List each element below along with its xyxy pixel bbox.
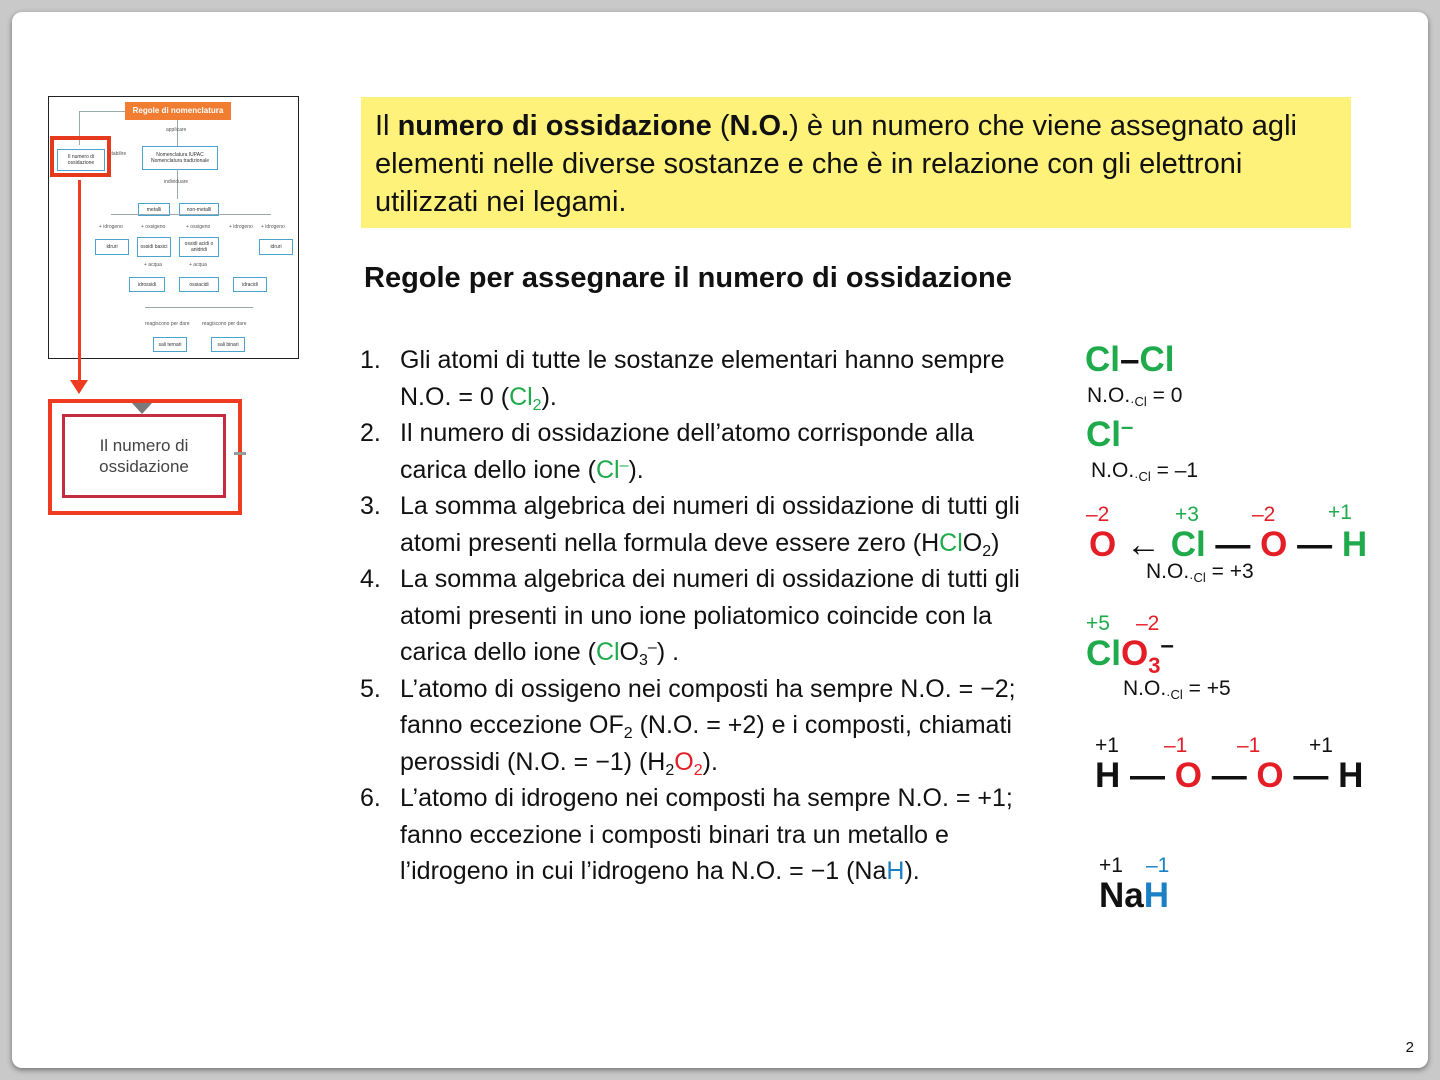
no-subscript: ·Cl [1130, 394, 1147, 409]
example-nah-formula [1099, 878, 1169, 913]
no-label: N.O. [1091, 459, 1135, 482]
flowchart-box-idruri: idruri [259, 239, 293, 255]
formula-element: Cl [1086, 415, 1121, 454]
rule-number: 5. [360, 674, 381, 703]
no-subscript: ·Cl [1189, 570, 1206, 585]
rule-text: L’atomo di ossigeno nei composti ha sempre N.O. = −2; fanno eccezione OF [400, 674, 1016, 739]
flowchart-connector [79, 111, 125, 112]
flowchart-connector [177, 120, 178, 146]
charge-label: +3 [1175, 503, 1199, 526]
no-label: N.O. [1087, 384, 1131, 407]
charge-label: –1 [1146, 854, 1170, 877]
formula-element: Cl [1139, 340, 1175, 379]
formula-element: Na [1099, 876, 1144, 915]
formula-element: H [886, 857, 905, 885]
formula-subscript: 2 [693, 761, 703, 779]
formula-element: Cl [509, 382, 533, 411]
formula-arrow: ← [1116, 525, 1171, 564]
formula-superscript: – [647, 639, 657, 656]
rule-item [360, 780, 1040, 890]
flowchart-box-sali-binari: sali binari [211, 337, 245, 352]
example-chloride-formula [1086, 414, 1134, 454]
no-label: N.O. [1123, 677, 1167, 700]
flowchart-box-ossidi-basici: ossidi basici [137, 237, 171, 257]
formula-element: Cl [1170, 525, 1206, 564]
no-subscript: ·Cl [1166, 687, 1183, 702]
formula-superscript: – [1121, 414, 1134, 439]
charge-label: –2 [1136, 612, 1160, 635]
rule-text: La somma algebrica dei numeri di ossidazione di tutti gli atomi presenti in uno ione poliatomico coincide con la carica dello ione ( [400, 565, 1020, 666]
flowchart-connector [145, 307, 253, 308]
flowchart-connector [111, 214, 271, 215]
rule-number: 4. [360, 565, 381, 593]
example-hclo2-oxidation-number [1146, 560, 1254, 585]
flowchart-label-plus-ossigeno: + ossigeno [141, 224, 166, 230]
formula-element: Cl [595, 638, 620, 666]
definition-text: Il [375, 110, 398, 142]
rule-text: ). [702, 747, 718, 776]
flowchart-label-reagiscono: reagiscono per dare [145, 321, 190, 327]
rule-item [360, 342, 1040, 415]
rule-item [360, 671, 1040, 781]
flowchart-label-plus-ossigeno: + ossigeno [186, 224, 211, 230]
rule-text: Gli atomi di tutte le sostanze elementari hanno sempre N.O. = 0 ( [400, 346, 1005, 411]
example-cl2-formula [1085, 342, 1174, 377]
callout-box [62, 414, 226, 498]
definition-term: numero di ossidazione [397, 110, 712, 142]
formula-element: O [674, 747, 694, 776]
flowchart-highlight [50, 136, 111, 177]
charge-label: +1 [1328, 501, 1352, 524]
flowchart-box-ossidi-acidi: ossidi acidi o anidridi [179, 237, 219, 257]
formula-element: H [1095, 756, 1121, 795]
flowchart-box-nomenclatura: Nomenclatura IUPAC Nomenclatura tradizionale [142, 146, 218, 170]
formula-element: H [1338, 756, 1364, 795]
rule-text: Il numero di ossidazione dell’atomo corrisponde alla carica dello ione ( [400, 419, 974, 484]
rule-text: ). [904, 857, 920, 885]
flowchart-box-idracidi: idracidi [233, 277, 267, 292]
definition-box [361, 97, 1351, 228]
formula-element: O [1174, 756, 1202, 795]
formula-bond: — [1205, 525, 1261, 564]
rule-text: (N.O. = +2) e i composti, chiamati perossidi (N.O. = −1) (H [400, 711, 1012, 776]
example-chlorate-formula [1086, 632, 1174, 678]
rule-text: ) . [656, 638, 680, 666]
flowchart-box-ossiacidi: ossiacidi [179, 277, 219, 292]
flowchart-label-plus-acqua: + acqua [144, 262, 162, 268]
section-heading: Regole per assegnare il numero di ossidazione [364, 262, 1012, 294]
formula-element: O [1260, 525, 1288, 564]
callout-line1: Il numero di [99, 436, 189, 455]
formula-element: O [1089, 525, 1117, 564]
formula-bond: – [1120, 340, 1140, 379]
rule-number: 2. [360, 419, 381, 447]
formula-bond: — [1120, 756, 1175, 795]
formula-superscript: – [1160, 632, 1174, 659]
no-value: = +5 [1182, 677, 1231, 700]
formula-bond: — [1283, 756, 1339, 795]
formula-element: H [1341, 525, 1368, 564]
example-chloride-oxidation-number [1091, 459, 1199, 484]
page-number: 2 [1405, 1039, 1414, 1056]
charge-label: +1 [1309, 734, 1333, 757]
rule-number: 1. [360, 346, 381, 374]
formula-element: Cl [1085, 340, 1120, 379]
formula-element: Cl [1086, 634, 1121, 673]
flowchart-label-stabilire: stabilire [109, 151, 127, 157]
callout-line2: ossidazione [99, 457, 189, 476]
formula-element: O [619, 638, 639, 666]
no-value: = 0 [1146, 384, 1183, 407]
example-peroxide-structure [1095, 758, 1363, 793]
flowchart-box-idruri: idruri [95, 239, 129, 255]
rule-item [360, 415, 1040, 488]
formula-subscript: 2 [665, 761, 675, 779]
charge-label: –2 [1252, 503, 1276, 526]
flowchart-label-plus-idrogeno: + idrogeno [261, 224, 285, 230]
formula-subscript: 3 [1148, 653, 1161, 678]
charge-label: +1 [1095, 734, 1119, 757]
callout-connector-line [78, 180, 81, 384]
flowchart-box-non-metalli: non-metalli [179, 203, 219, 216]
no-value: = +3 [1205, 560, 1254, 583]
flowchart-box-numero-ossidazione: Il numero di ossidazione [57, 149, 105, 171]
flowchart-label-reagiscono: reagiscono per dare [202, 321, 247, 327]
formula-bond: — [1287, 525, 1342, 564]
flowchart-box-idrossidi: idrossidi [129, 277, 165, 292]
rule-number: 6. [360, 784, 381, 812]
no-value: = –1 [1150, 459, 1199, 482]
rule-item [360, 488, 1040, 561]
formula-subscript: 2 [982, 542, 992, 560]
flowchart-label-individuare: individuare [164, 179, 189, 185]
flowchart-label-plus-acqua: + acqua [189, 262, 207, 268]
formula-element: H [1143, 876, 1170, 915]
formula-element: O [962, 528, 983, 557]
charge-label: –1 [1164, 734, 1188, 757]
rule-item [360, 561, 1040, 671]
formula-element: Cl [595, 455, 620, 484]
formula-subscript: 3 [639, 652, 648, 669]
definition-text: ) è un numero che viene assegnato agli elementi nelle diverse sostanze e che è in relazione con gli elettroni utilizzati nei legami. [375, 110, 1297, 218]
no-label: N.O. [1146, 560, 1190, 583]
flowchart-title: Regole di nomenclatura [125, 102, 231, 120]
example-chlorate-oxidation-number [1123, 677, 1231, 702]
flowchart-box-sali-ternari: sali ternari [153, 337, 187, 352]
formula-superscript: – [619, 456, 629, 474]
rule-text: L’atomo di idrogeno nei composti ha sempre N.O. = +1; fanno eccezione i composti binari tra un metallo e l’idrogeno in cui l’idrogeno ha N.O. = −1 (Na [400, 784, 1013, 885]
rule-number: 3. [360, 492, 381, 520]
charge-label: –1 [1237, 734, 1261, 757]
formula-element: H [921, 528, 940, 557]
callout-arrow-icon [70, 380, 88, 394]
charge-label: +5 [1086, 612, 1110, 635]
flowchart-box-metalli: metalli [138, 203, 170, 216]
slide [12, 12, 1428, 1068]
formula-bond: — [1201, 756, 1257, 795]
formula-subscript: 2 [623, 725, 633, 742]
definition-abbreviation: N.O. [729, 110, 790, 142]
callout-side-tick [234, 452, 246, 455]
no-subscript: ·Cl [1134, 469, 1151, 484]
example-cl2-oxidation-number [1087, 384, 1183, 409]
charge-label: +1 [1099, 854, 1123, 877]
charge-label: –2 [1086, 503, 1110, 526]
flowchart-label-plus-idrogeno: + idrogeno [99, 224, 123, 230]
flowchart-label-plus-idrogeno: + idrogeno [229, 224, 253, 230]
formula-element: Cl [939, 528, 963, 557]
rule-text: ) [991, 528, 1000, 557]
formula-subscript: 2 [532, 396, 542, 414]
formula-element: O [1121, 634, 1149, 673]
example-hclo2-structure [1089, 527, 1367, 562]
rule-text: ). [628, 455, 644, 484]
rule-text: La somma algebrica dei numeri di ossidazione di tutti gli atomi presenti nella formula deve essere zero ( [400, 492, 1020, 557]
definition-text: ( [711, 110, 730, 142]
rules-list [360, 342, 1040, 890]
callout-pointer-icon [132, 403, 152, 414]
rule-text: ). [541, 382, 557, 411]
formula-element: O [1256, 756, 1284, 795]
flowchart-label-applicare: applicare [166, 127, 187, 133]
